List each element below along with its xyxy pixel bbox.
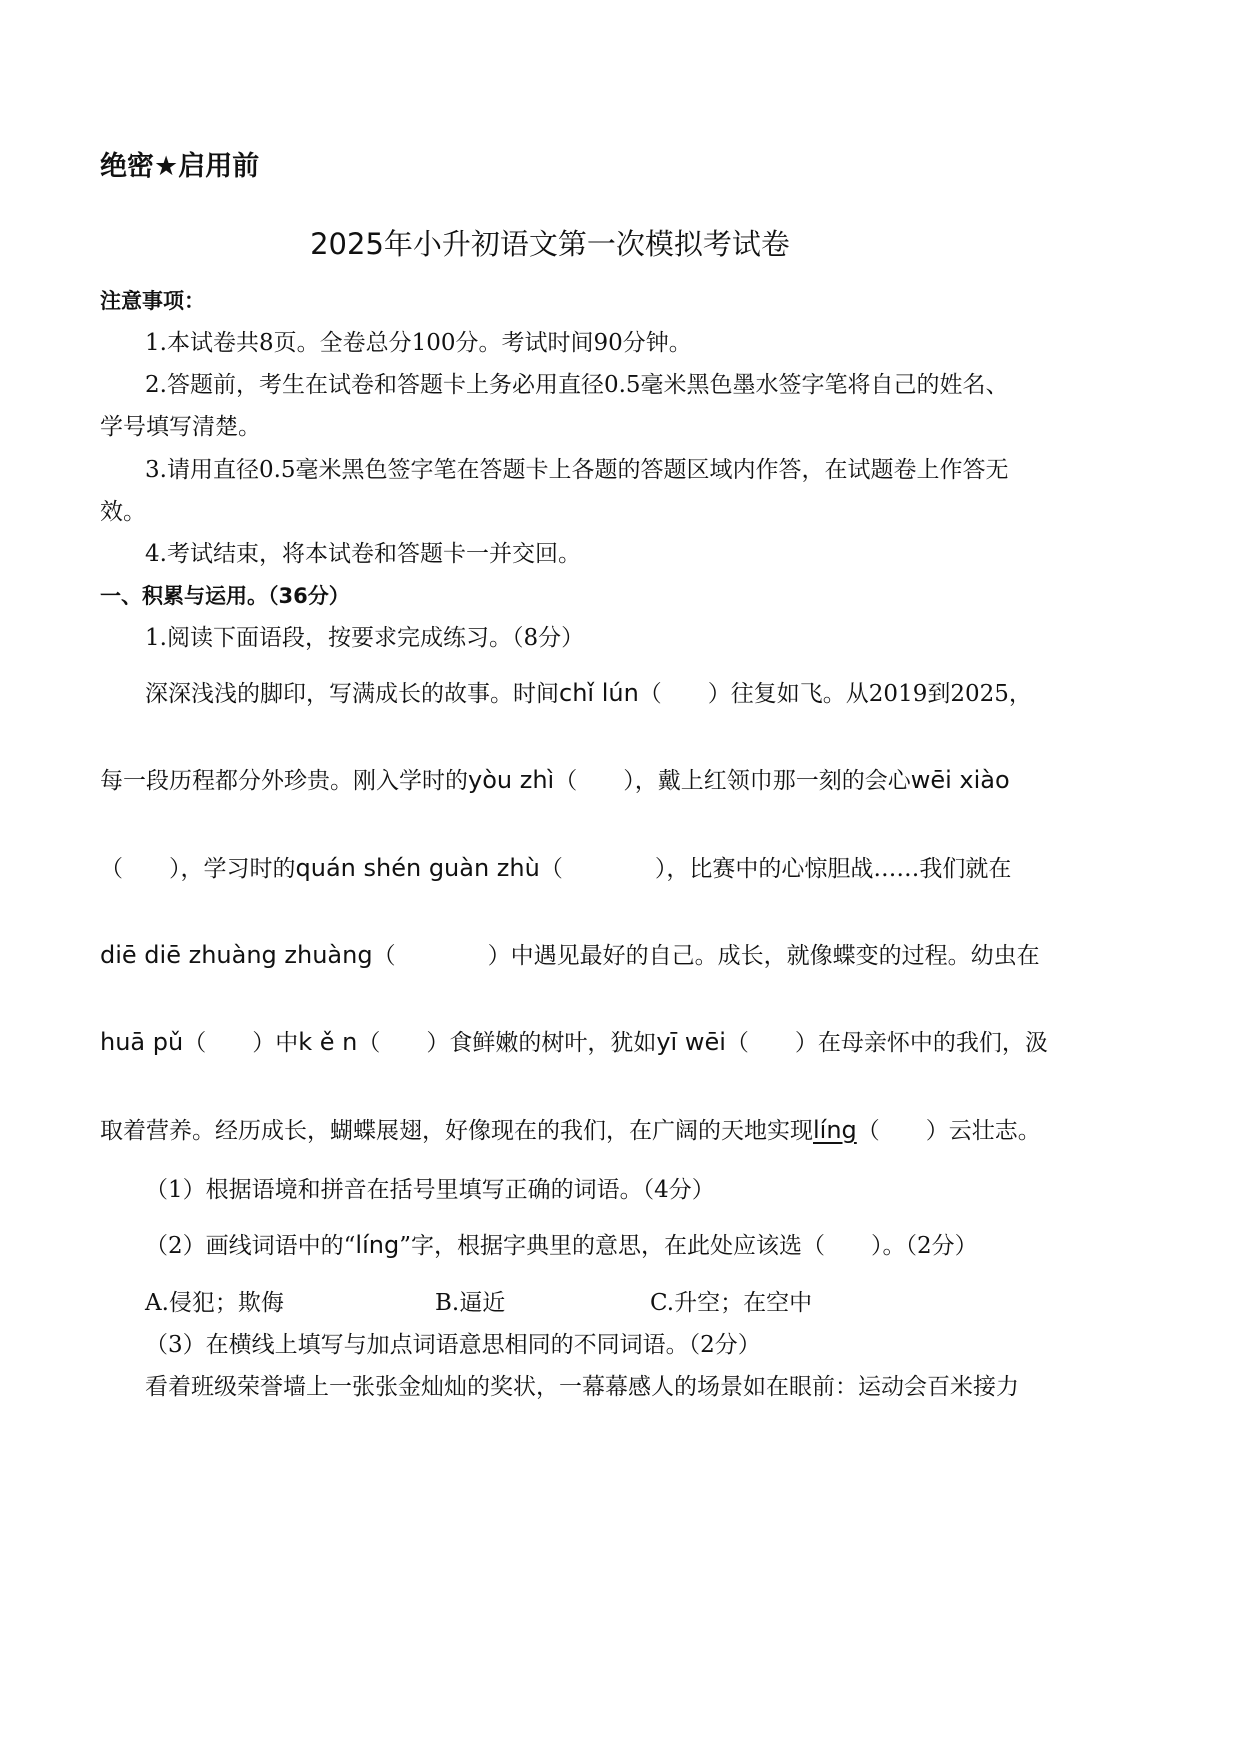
pinyin-prompt: diē diē zhuàng zhuàng	[100, 941, 373, 969]
passage-line-5	[100, 1027, 1048, 1058]
option-c: C.升空；在空中	[650, 1290, 813, 1316]
pinyin-prompt: wēi xiào	[910, 766, 1010, 794]
passage-text: （ ）在母亲怀中的我们，汲	[725, 1030, 1048, 1056]
pinyin-prompt: líng	[355, 1231, 400, 1259]
passage-line-4	[100, 940, 1040, 971]
note-item-2-line-2: 学号填写清楚。	[100, 414, 261, 440]
passage-text: （ ）往复如飞。从2019到2025，	[638, 681, 1032, 707]
pinyin-prompt: yī wēi	[656, 1028, 726, 1056]
passage-line-3	[100, 853, 1011, 884]
passage-text: （ ）中遇见最好的自己。成长，就像蝶变的过程。幼虫在	[372, 943, 1040, 969]
options-row	[145, 1288, 812, 1318]
pinyin-prompt: chǐ lún	[559, 679, 639, 707]
passage-2-line-1: 看着班级荣誉墙上一张张金灿灿的奖状，一幕幕感人的场景如在眼前：运动会百米接力	[145, 1374, 1019, 1400]
classification-mark: 绝密★启用前	[100, 151, 260, 182]
passage-text: （ ）中	[183, 1030, 299, 1056]
passage-text: （ ）食鲜嫩的树叶，犹如	[357, 1030, 657, 1056]
passage-line-2	[100, 765, 1010, 796]
passage-text: （ ）云壮志。	[856, 1118, 1041, 1144]
pinyin-prompt: huā pǔ	[100, 1028, 184, 1056]
underlined-pinyin: líng	[813, 1116, 857, 1144]
question-1-stem: 1.阅读下面语段，按要求完成练习。（8分）	[145, 625, 585, 651]
note-item-1: 1.本试卷共8页。全卷总分100分。考试时间90分钟。	[145, 330, 692, 356]
subquestion-2	[145, 1230, 978, 1261]
passage-text: 每一段历程都分外珍贵。刚入学时的	[100, 768, 468, 794]
pinyin-prompt: yòu zhì	[468, 766, 555, 794]
passage-text: （ ），学习时的	[100, 856, 296, 882]
pinyin-prompt: quán shén guàn zhù	[295, 854, 540, 882]
pinyin-prompt: k ě n	[298, 1028, 358, 1056]
passage-text: 深深浅浅的脚印，写满成长的故事。时间	[145, 681, 559, 707]
passage-text: （ ），戴上红领巾那一刻的会心	[554, 768, 911, 794]
passage-line-6	[100, 1115, 1041, 1146]
passage-text: （ ），比赛中的心惊胆战……我们就在	[539, 856, 1012, 882]
passage-line-1	[145, 678, 1032, 709]
exam-title: 2025年小升初语文第一次模拟考试卷	[310, 227, 790, 261]
note-item-3-line-1: 3.请用直径0.5毫米黑色签字笔在答题卡上各题的答题区域内作答，在试题卷上作答无	[145, 457, 1009, 483]
subquestion-3: （3）在横线上填写与加点词语意思相同的不同词语。（2分）	[145, 1332, 761, 1358]
notes-heading: 注意事项：	[100, 289, 205, 313]
subquestion-text: ”字，根据字典里的意思，在此处应该选（ ）。（2分）	[399, 1233, 978, 1259]
note-item-3-line-2: 效。	[100, 499, 146, 525]
note-item-4: 4.考试结束，将本试卷和答题卡一并交回。	[145, 541, 581, 567]
subquestion-1: （1）根据语境和拼音在括号里填写正确的词语。（4分）	[145, 1177, 715, 1203]
passage-text: 取着营养。经历成长，蝴蝶展翅，好像现在的我们，在广阔的天地实现	[100, 1118, 813, 1144]
note-item-2-line-1: 2.答题前，考生在试卷和答题卡上务必用直径0.5毫米黑色墨水签字笔将自己的姓名、	[145, 372, 1009, 398]
option-b: B.逼近	[435, 1290, 506, 1316]
subquestion-text: （2）画线词语中的“	[145, 1233, 356, 1259]
option-a: A.侵犯；欺侮	[145, 1290, 284, 1316]
section-1-heading: 一、积累与运用。（36分）	[100, 584, 350, 608]
